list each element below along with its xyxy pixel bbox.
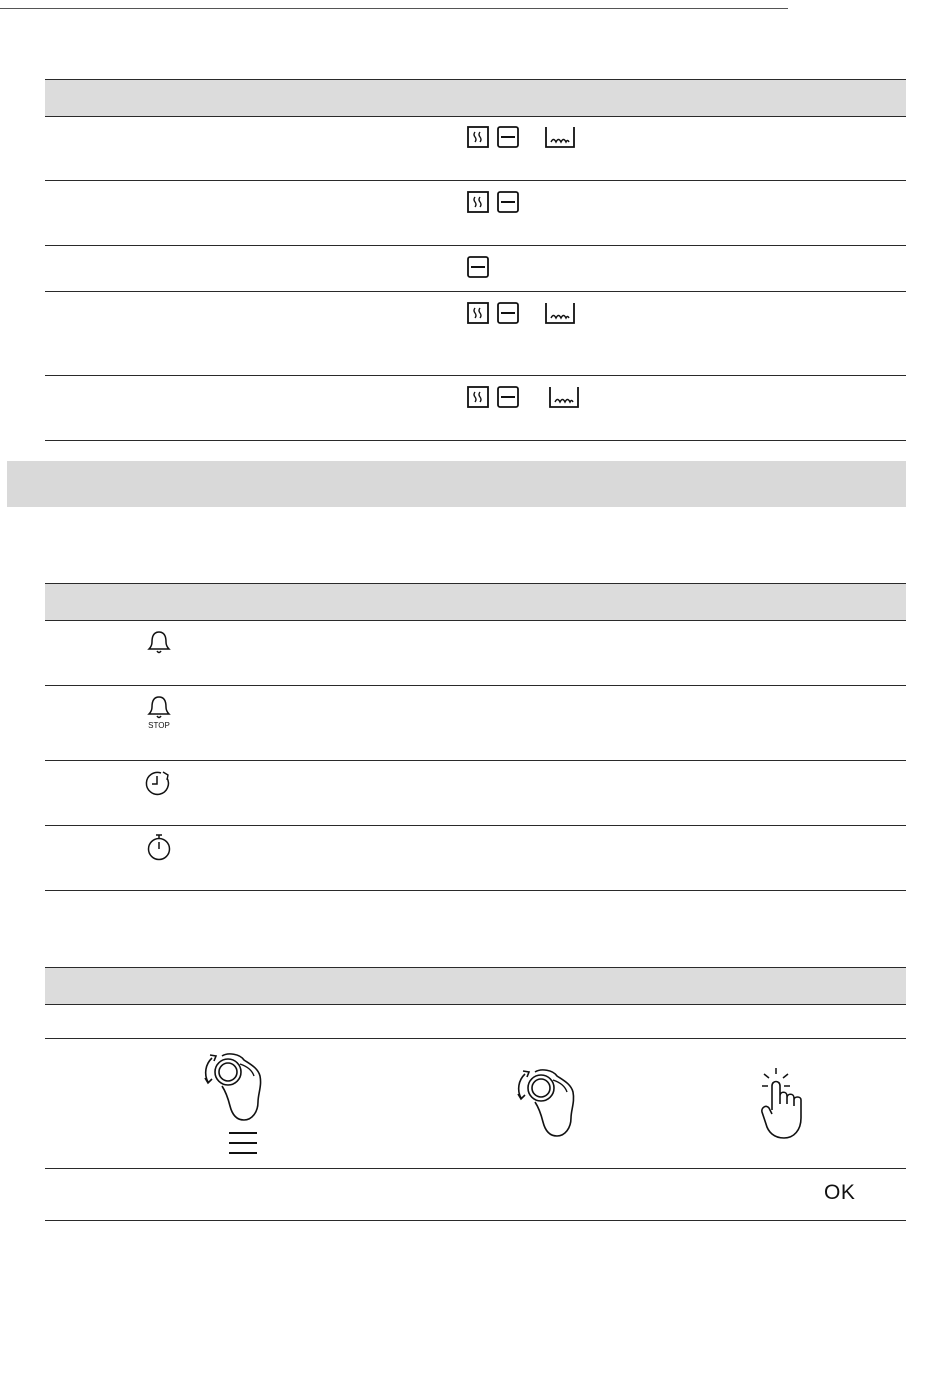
table-row-divider: [45, 825, 906, 826]
table-row-divider: [45, 245, 906, 246]
table-row-divider: [45, 1168, 906, 1169]
section-band: [7, 461, 906, 507]
steam-heat-icon: [467, 126, 489, 148]
bottom-heat-icon: [497, 386, 519, 408]
stop-label: STOP: [148, 721, 170, 730]
table-row-divider: [45, 685, 906, 686]
steam-heat-icon: [467, 302, 489, 324]
bottom-heat-icon: [467, 256, 489, 278]
table-header: [45, 79, 906, 117]
tap-touch-icon: [756, 1066, 812, 1140]
table-header: [45, 967, 906, 1005]
bell-icon: [147, 630, 171, 656]
table-row-divider: [45, 180, 906, 181]
menu-icon: [228, 1131, 258, 1155]
bottom-heat-icon: [497, 302, 519, 324]
table-header: [45, 583, 906, 621]
steam-heat-icon: [467, 386, 489, 408]
table-row-divider: [45, 1220, 906, 1221]
steam-heat-icon: [467, 191, 489, 213]
water-tank-icon: [545, 126, 575, 150]
stopwatch-icon: [146, 833, 172, 861]
water-tank-icon: [549, 386, 579, 410]
water-tank-icon: [545, 302, 575, 326]
turn-knob-hand-icon: [513, 1062, 583, 1140]
bottom-heat-icon: [497, 191, 519, 213]
bell-stop-icon: [145, 695, 173, 731]
bottom-heat-icon: [497, 126, 519, 148]
table-row-divider: [45, 890, 906, 891]
table-row-divider: [45, 760, 906, 761]
turn-knob-hand-icon: [200, 1046, 270, 1124]
table-row-divider: [45, 440, 906, 441]
table-row-divider: [45, 1038, 906, 1039]
time-delay-icon: [145, 770, 173, 796]
ok-label: OK: [824, 1181, 856, 1204]
top-margin-line: [0, 8, 788, 9]
table-row-divider: [45, 291, 906, 292]
table-row-divider: [45, 375, 906, 376]
